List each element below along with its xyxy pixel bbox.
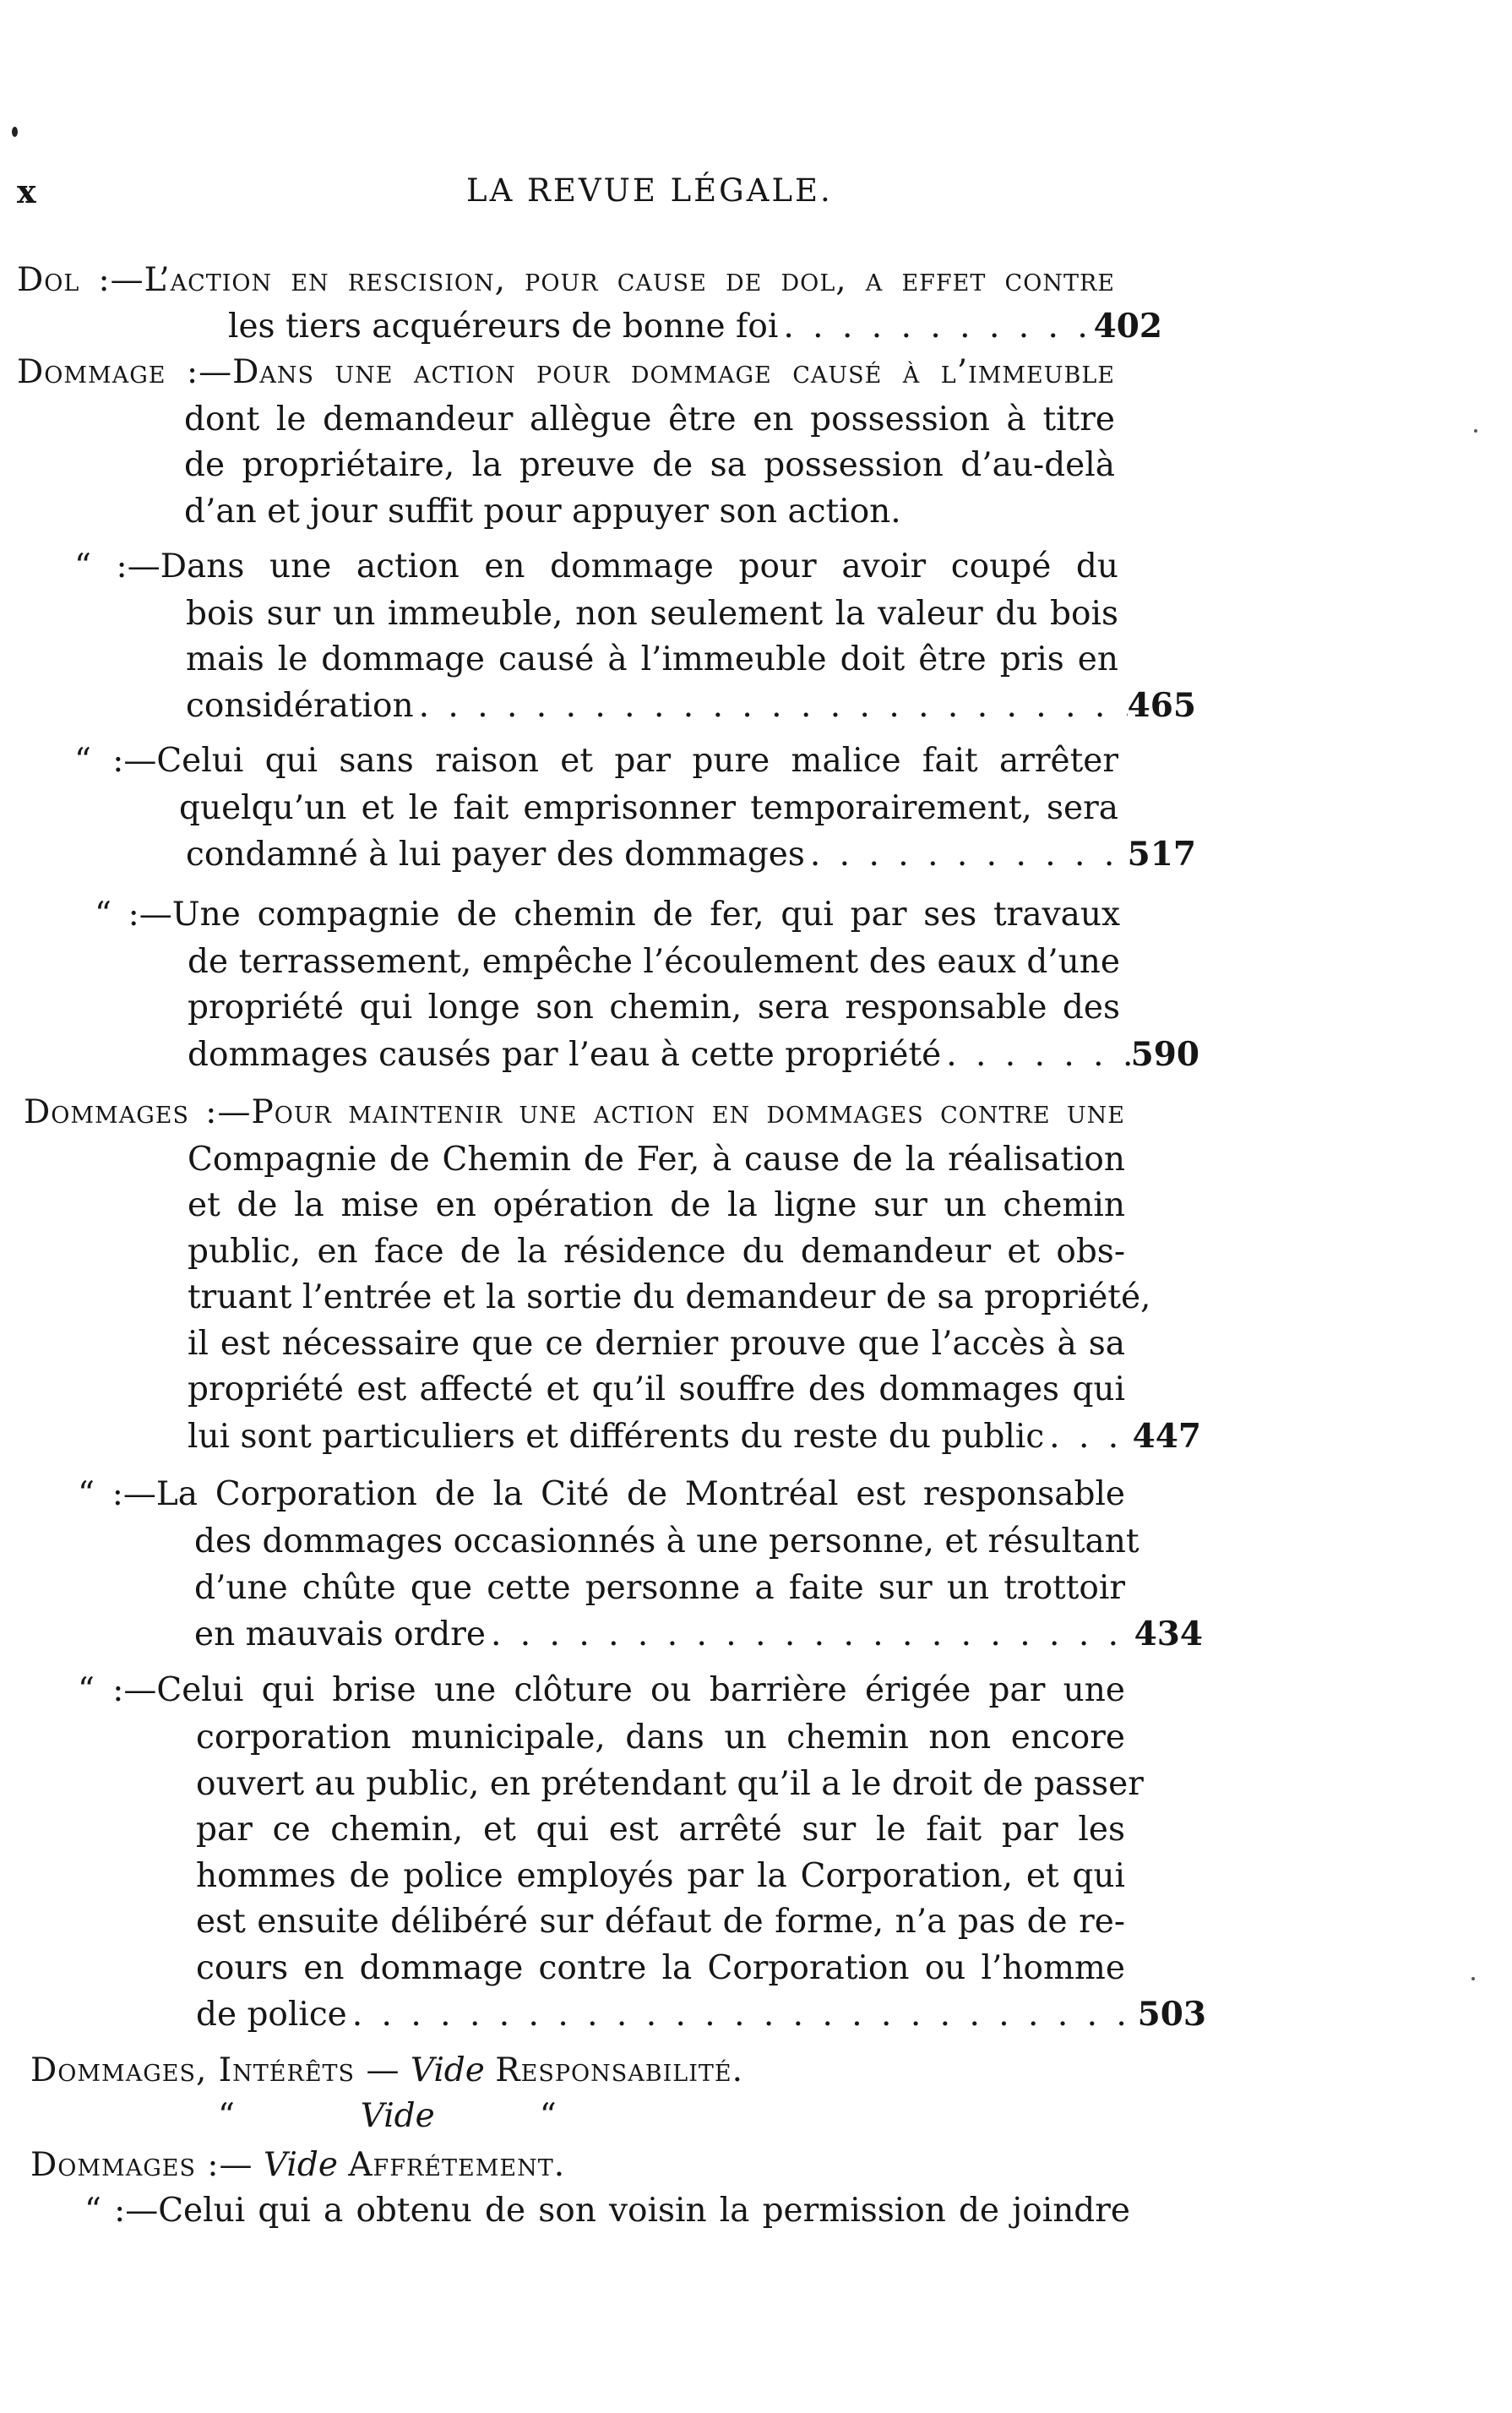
- index-line: “ :—Une compagnie de chemin de fer, qui par ses travaux: [95, 896, 1120, 934]
- index-line: il est nécessaire que ce dernier prouve que l’accès à sa: [188, 1325, 1125, 1363]
- index-line: de propriétaire, la preuve de sa possession d’au-delà: [184, 446, 1115, 484]
- index-line: public, en face de la résidence du demandeur et obs-: [188, 1233, 1125, 1271]
- dot-leader: [805, 832, 1128, 878]
- dot-leader: [486, 1612, 1134, 1658]
- dot-leader: [941, 1032, 1130, 1078]
- index-line: est ensuite délibéré sur défaut de forme, n’a pas de re-: [196, 1903, 1125, 1941]
- index-line: cours en dommage contre la Corporation ou l’homme: [196, 1949, 1125, 1987]
- cross-reference: Dommages :— Vide Affrétement.: [30, 2146, 566, 2184]
- index-line: les tiers acquéreurs de bonne foi . . . 402: [228, 303, 1162, 349]
- dot-leader: [347, 1992, 1138, 2038]
- page-reference: 517: [1127, 835, 1196, 874]
- index-line: “ :—La Corporation de la Cité de Montréal est responsable: [78, 1475, 1125, 1513]
- index-line: par ce chemin, et qui est arrêté sur le fait par les: [196, 1811, 1125, 1849]
- index-line: “ :—Celui qui brise une clôture ou barrière érigée par une: [78, 1671, 1125, 1709]
- index-line: mais le dommage causé à l’immeuble doit être pris en: [186, 640, 1118, 678]
- index-line: Dol :—L’action en rescision, pour cause de dol, a effet contre: [17, 261, 1115, 299]
- index-line: truant l’entrée et la sortie du demandeur de sa propriété,: [188, 1278, 1151, 1316]
- page-header: [0, 172, 1512, 210]
- margin-mark: [1471, 1977, 1475, 1980]
- dot-leader: [414, 684, 1128, 729]
- index-line: corporation municipale, dans un chemin non encore: [196, 1719, 1125, 1757]
- index-line: “ :—Celui qui sans raison et par pure malice fait arrêter: [74, 742, 1118, 780]
- index-line: Dommages :—Pour maintenir une action en dommages contre une: [24, 1093, 1125, 1131]
- dot-leader: [778, 304, 1093, 350]
- index-line: lui sont particuliers et différents du reste du public . . . 447: [188, 1413, 1201, 1459]
- index-line: “ :—Dans une action en dommage pour avoir coupé du: [74, 547, 1118, 586]
- index-line: de terrassement, empêche l’écoulement des eaux d’une: [188, 943, 1120, 981]
- page-reference: 503: [1137, 1995, 1206, 2034]
- index-line: et de la mise en opération de la ligne sur un chemin: [188, 1186, 1125, 1224]
- running-title: LA REVUE LÉGALE.: [466, 172, 833, 209]
- index-line: condamné à lui payer des dommages . . . 517: [186, 831, 1196, 877]
- index-line: propriété est affecté et qu’il souffre des dommages qui: [188, 1370, 1125, 1408]
- index-line: considération . . . 465: [186, 683, 1196, 728]
- page-reference: 434: [1134, 1615, 1203, 1653]
- folio: x: [17, 172, 37, 210]
- index-line: Compagnie de Chemin de Fer, à cause de la réalisation: [188, 1141, 1125, 1179]
- index-line: ouvert au public, en prétendant qu’il a le droit de passer: [196, 1765, 1144, 1803]
- cross-reference: “ Vide “: [218, 2097, 557, 2135]
- index-line: Dommage :—Dans une action pour dommage causé à l’immeuble: [17, 353, 1115, 391]
- index-line: quelqu’un et le fait emprisonner temporairement, sera: [179, 789, 1118, 827]
- page-reference: 465: [1127, 686, 1196, 725]
- index-line: des dommages occasionnés à une personne, et résultant: [194, 1522, 1139, 1561]
- cross-reference: Dommages, Intérêts — Vide Responsabilité.: [30, 2051, 743, 2089]
- index-line: d’une chûte que cette personne a faite sur un trottoir: [194, 1569, 1125, 1607]
- index-line: en mauvais ordre . . . 434: [194, 1611, 1203, 1657]
- index-line: “ :—Celui qui a obtenu de son voisin la permission de joindre: [84, 2192, 1130, 2230]
- page-reference: 590: [1130, 1035, 1199, 1074]
- index-line: dommages causés par l’eau à cette propriété . . . 590: [188, 1032, 1199, 1077]
- index-line: d’an et jour suffit pour appuyer son action.: [184, 493, 901, 531]
- page-reference: 447: [1132, 1417, 1201, 1456]
- margin-mark: [1474, 429, 1477, 433]
- index-line: de police . . . 503: [196, 1991, 1206, 2037]
- index-line: propriété qui longe son chemin, sera responsable des: [188, 989, 1120, 1027]
- dot-leader: [1044, 1414, 1132, 1460]
- index-line: hommes de police employés par la Corporation, et qui: [196, 1857, 1125, 1895]
- page-reference: 402: [1093, 307, 1162, 346]
- index-line: bois sur un immeuble, non seulement la valeur du bois: [186, 595, 1118, 633]
- ink-speck: [12, 127, 18, 137]
- index-line: dont le demandeur allègue être en possession à titre: [184, 400, 1115, 438]
